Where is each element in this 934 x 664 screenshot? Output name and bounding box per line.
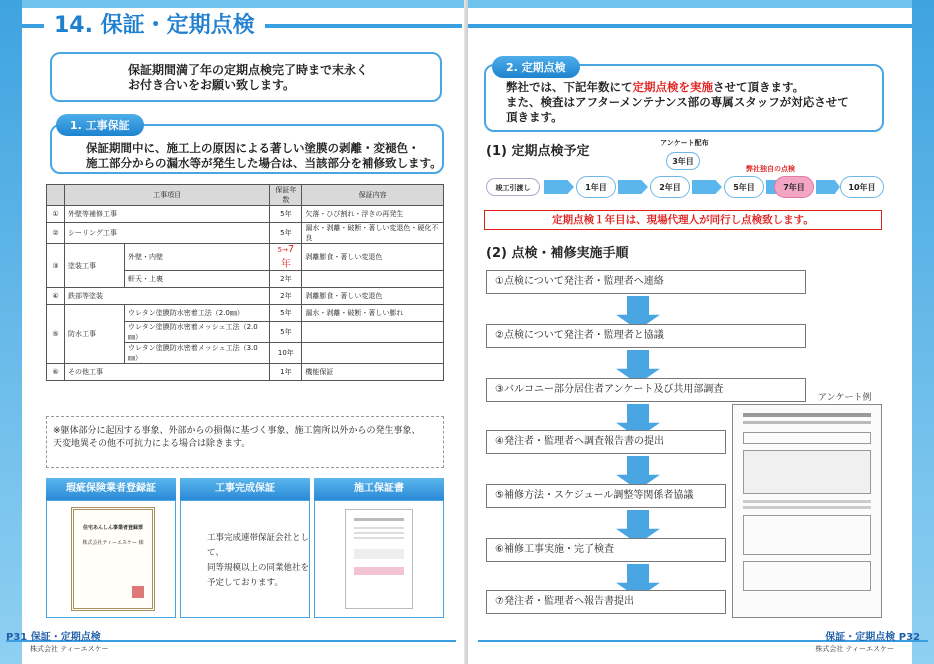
table-row [47, 288, 444, 305]
timeline-arrow [816, 180, 840, 194]
own-inspection-label: 弊社独自の点検 [746, 165, 795, 173]
top-bar [468, 0, 934, 8]
table-header-years: 保証年数 [270, 185, 302, 206]
row-content: 剥離膨食・著しい変退色 [302, 288, 444, 305]
row-item: 鉄部等塗装 [65, 288, 270, 305]
row-num: ⑤ [47, 305, 65, 364]
row-sub: ウレタン塗膜防水密着メッシュ工法（2.0㎜） [125, 322, 270, 343]
card-title-construction-warranty: 施工保証書 [314, 478, 444, 500]
card-title-completion: 工事完成保証 [180, 478, 310, 500]
page-left [0, 0, 466, 664]
row-num: ④ [47, 288, 65, 305]
first-year-note: 定期点検１年目は、現場代理人が同行し点検致します。 [484, 210, 882, 230]
row-item: シーリング工事 [65, 223, 270, 244]
row-sub: 外壁・内壁 [125, 244, 270, 271]
footer-page-label: P31 保証・定期点検 [6, 632, 101, 643]
step-6: ⑥補修工事実施・完了検査 [486, 538, 726, 562]
table-header-content: 保証内容 [302, 185, 444, 206]
table-header-num [47, 185, 65, 206]
intro-box [50, 52, 442, 102]
step-5: ⑤補修方法・スケジュール調整等関係者協議 [486, 484, 726, 508]
years-old: 5 [277, 246, 282, 254]
periodic-line-3: 頂きます。 [506, 110, 563, 124]
intro-line-1: 保証期間満了年の定期点検完了時まで末永く [128, 63, 369, 77]
row-sub: 軒天・上裏 [125, 271, 270, 288]
row-years: 5年 [270, 322, 302, 343]
row-years: 5→7年 [270, 244, 302, 271]
timeline-year-10: 10年目 [840, 176, 884, 198]
step-3: ③バルコニー部分居住者アンケート及び共用部調査 [486, 378, 806, 402]
cert-caption: 住宅あんしん事業者登録票 [82, 525, 143, 531]
warranty-line-2: 施工部分からの漏水等が発生した場合は、当該部分を補修致します。 [86, 156, 442, 170]
timeline-year-1: 1年目 [576, 176, 616, 198]
timeline-year-5: 5年目 [724, 176, 764, 198]
row-num: ① [47, 206, 65, 223]
row-content: 剥離膨食・著しい変退色 [302, 244, 444, 271]
row-content [302, 322, 444, 343]
step-7: ⑦発注者・監理者へ報告書提出 [486, 590, 726, 614]
row-num: ② [47, 223, 65, 244]
periodic-line-2: また、検査はアフターメンテナンス部の専属スタッフが対応させて [506, 95, 849, 109]
card-title-insurance: 瑕疵保険業者登録証 [46, 478, 176, 500]
row-years: 5年 [270, 305, 302, 322]
cert-company: 株式会社ティーエスケー 様 [82, 540, 144, 546]
step-4: ④発注者・監理者へ調査報告書の提出 [486, 430, 726, 454]
title-rule [468, 24, 912, 28]
row-years: 2年 [270, 271, 302, 288]
periodic-pill: 2. 定期点検 [492, 56, 580, 78]
timeline-arrow [618, 180, 648, 194]
warranty-table [46, 184, 444, 381]
row-item: 外壁等補修工事 [65, 206, 270, 223]
survey-example-label: アンケート例 [818, 393, 872, 403]
table-row [47, 223, 444, 244]
row-years: 1年 [270, 364, 302, 381]
warranty-pill: 1. 工事保証 [56, 114, 144, 136]
schedule-title: (1) 定期点検予定 [486, 144, 590, 159]
periodic-line-1: 弊社では、下記年数にて定期点検を実施させて頂きます。 [506, 80, 805, 94]
footer-company: 株式会社 ティーエスケー [815, 645, 894, 653]
timeline-handover: 竣工引渡し [486, 178, 540, 196]
card-completion [180, 500, 310, 618]
completion-line-3: 予定しております。 [207, 578, 283, 588]
row-num: ⑥ [47, 364, 65, 381]
timeline-year-2: 2年目 [650, 176, 690, 198]
row-num: ③ [47, 244, 65, 288]
completion-line-1: 工事完成連帯保証会社として、 [207, 533, 310, 558]
row-item: その他工事 [65, 364, 270, 381]
card-insurance [46, 500, 176, 618]
top-bar [0, 0, 466, 8]
row-item: 塗装工事 [65, 244, 125, 288]
footer-company: 株式会社 ティーエスケー [30, 645, 109, 653]
note-line-1: ※躯体部分に起因する事象、外部からの損傷に基づく事象、施工箇所以外からの発生事象、 [53, 426, 421, 436]
card-construction-warranty [314, 500, 444, 618]
row-sub: ウレタン塗膜防水密着メッシュ工法（3.0㎜） [125, 343, 270, 364]
row-content: 漏水・剥離・破断・著しい膨れ [302, 305, 444, 322]
row-years: 5年 [270, 223, 302, 244]
step-1: ①点検について発注者・監理者へ連絡 [486, 270, 806, 294]
page-right [468, 0, 934, 664]
seal-icon [132, 586, 144, 598]
certificate-image [71, 507, 155, 611]
exclusion-note [46, 416, 444, 468]
table-row [47, 244, 444, 271]
row-years: 2年 [270, 288, 302, 305]
intro-line-2: お付き合いをお願い致します。 [128, 78, 296, 92]
page-title: 14. 保証・定期点検 [44, 8, 265, 39]
row-content [302, 343, 444, 364]
row-item: 防水工事 [65, 305, 125, 364]
side-stripe [912, 0, 934, 664]
step-2: ②点検について発注者・監理者と協議 [486, 324, 806, 348]
table-row [47, 305, 444, 322]
table-header-row [47, 185, 444, 206]
timeline-year-7: 7年目 [774, 176, 814, 198]
timeline-arrow [544, 180, 574, 194]
row-content: 漏水・剥離・破断・著しい変退色・硬化不良 [302, 223, 444, 244]
completion-line-2: 同等規模以上の同業他社を [207, 563, 310, 573]
timeline-year-3: 3年目 [666, 152, 700, 170]
timeline-arrow [692, 180, 722, 194]
procedure-title: (2) 点検・補修実施手順 [486, 246, 629, 261]
side-stripe [0, 0, 22, 664]
row-content [302, 271, 444, 288]
row-sub: ウレタン塗膜防水密着工法（2.0㎜） [125, 305, 270, 322]
years-new: 7年 [280, 244, 295, 270]
warranty-document-image [345, 509, 413, 609]
row-content: 欠落・ひび割れ・浮きの再発生 [302, 206, 444, 223]
note-line-2: 天変地異その他不可抗力による場合は除きます。 [53, 439, 251, 449]
footer-page-label: 保証・定期点検 P32 [825, 632, 920, 643]
row-years: 10年 [270, 343, 302, 364]
warranty-line-1: 保証期間中に、施工上の原因による著しい塗膜の剥離・変褪色・ [86, 141, 420, 155]
table-row [47, 364, 444, 381]
row-content: 機能保証 [302, 364, 444, 381]
table-header-item: 工事項目 [65, 185, 270, 206]
survey-example-image [732, 404, 882, 618]
table-row [47, 206, 444, 223]
survey-distribution-label: アンケート配布 [660, 139, 709, 147]
row-years: 5年 [270, 206, 302, 223]
